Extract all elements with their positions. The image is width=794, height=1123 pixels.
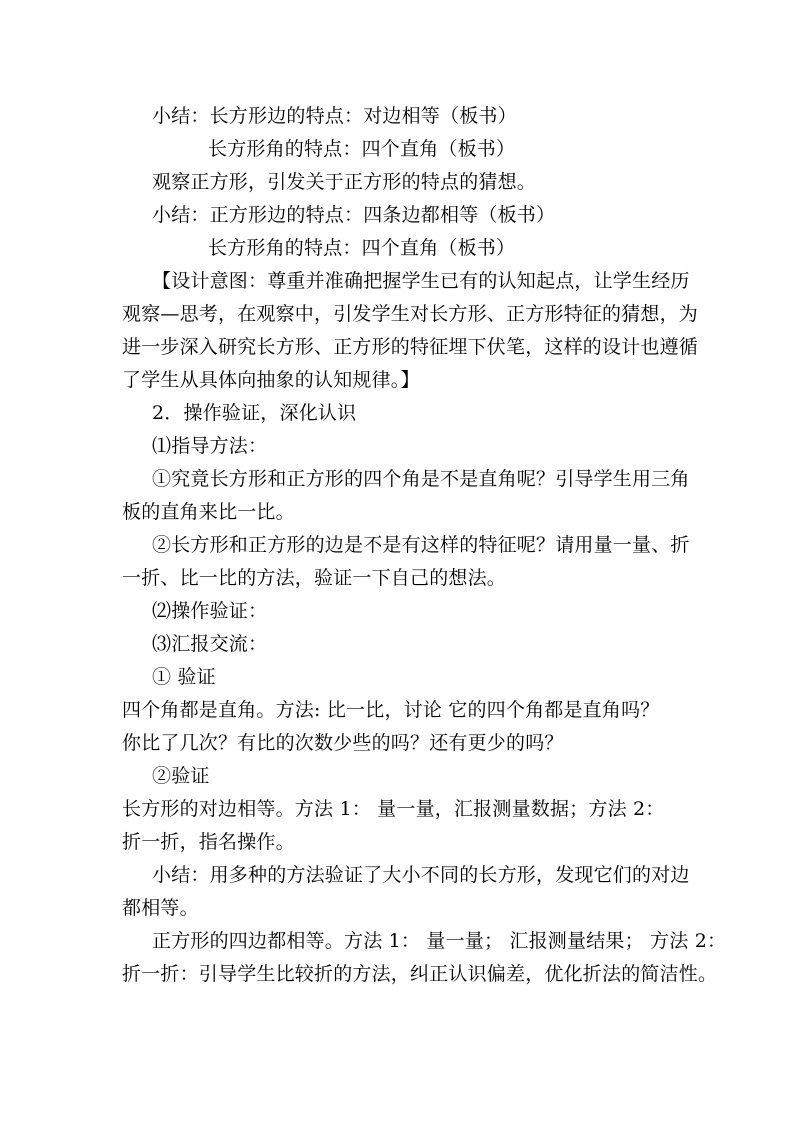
verify-2-heading: ②验证 (152, 765, 210, 787)
question-2-line-1: ②长方形和正方形的边是不是有这样的特征呢？请用量一量、折 (152, 534, 690, 556)
verify-2-line-2: 折一折，指名操作。 (122, 831, 295, 853)
report-exchange-heading: ⑶汇报交流： (152, 633, 268, 655)
design-intent-line-4: 了学生从具体向抽象的认知规律。】 (122, 369, 420, 391)
summary-verify-line-2: 都相等。 (122, 897, 199, 919)
design-intent-line-3: 进一步深入研究长方形、正方形的特征埋下伏笔，这样的设计也遵循 (122, 336, 699, 358)
question-1-line-2: 板的直角来比一比。 (122, 501, 295, 523)
section-heading-2: 2．操作验证，深化认识 (152, 402, 357, 424)
square-verify-line-1: 正方形的四边都相等。方法 1： 量一量； 汇报测量结果； 方法 2： (152, 930, 727, 952)
question-1-line-1: ①究竟长方形和正方形的四个角是不是直角呢？引导学生用三角 (152, 468, 690, 490)
operation-verify-heading: ⑵操作验证： (152, 600, 268, 622)
summary-rectangle-sides: 小结：长方形边的特点：对边相等（板书） (152, 105, 517, 127)
design-intent-line-2: 观察—思考，在观察中，引发学生对长方形、正方形特征的猜想，为 (122, 303, 699, 325)
guide-method-heading: ⑴指导方法： (152, 435, 268, 457)
verify-1-line-2: 你比了几次？有比的次数少些的吗？还有更少的吗？ (122, 732, 564, 754)
summary-square-angles: 长方形角的特点：四个直角（板书） (208, 237, 516, 259)
question-2-line-2: 一折、比一比的方法，验证一下自己的想法。 (122, 567, 507, 589)
verify-1-heading: ① 验证 (152, 666, 216, 688)
summary-square-sides: 小结：正方形边的特点：四条边都相等（板书） (152, 204, 556, 226)
summary-rectangle-angles: 长方形角的特点：四个直角（板书） (208, 138, 516, 160)
verify-2-line-1: 长方形的对边相等。方法 1： 量一量，汇报测量数据；方法 2： (122, 798, 665, 820)
verify-1-line-1: 四个角都是直角。方法: 比一比，讨论 它的四个角都是直角吗？ (122, 699, 660, 721)
square-verify-line-2: 折一折：引导学生比较折的方法，纠正认识偏差，优化折法的简洁性。 (122, 963, 718, 985)
observe-square-line: 观察正方形，引发关于正方形的特点的猜想。 (152, 171, 537, 193)
design-intent-line-1: 【设计意图：尊重并准确把握学生已有的认知起点，让学生经历 (152, 270, 690, 292)
summary-verify-line-1: 小结：用多种的方法验证了大小不同的长方形，发现它们的对边 (152, 864, 690, 886)
